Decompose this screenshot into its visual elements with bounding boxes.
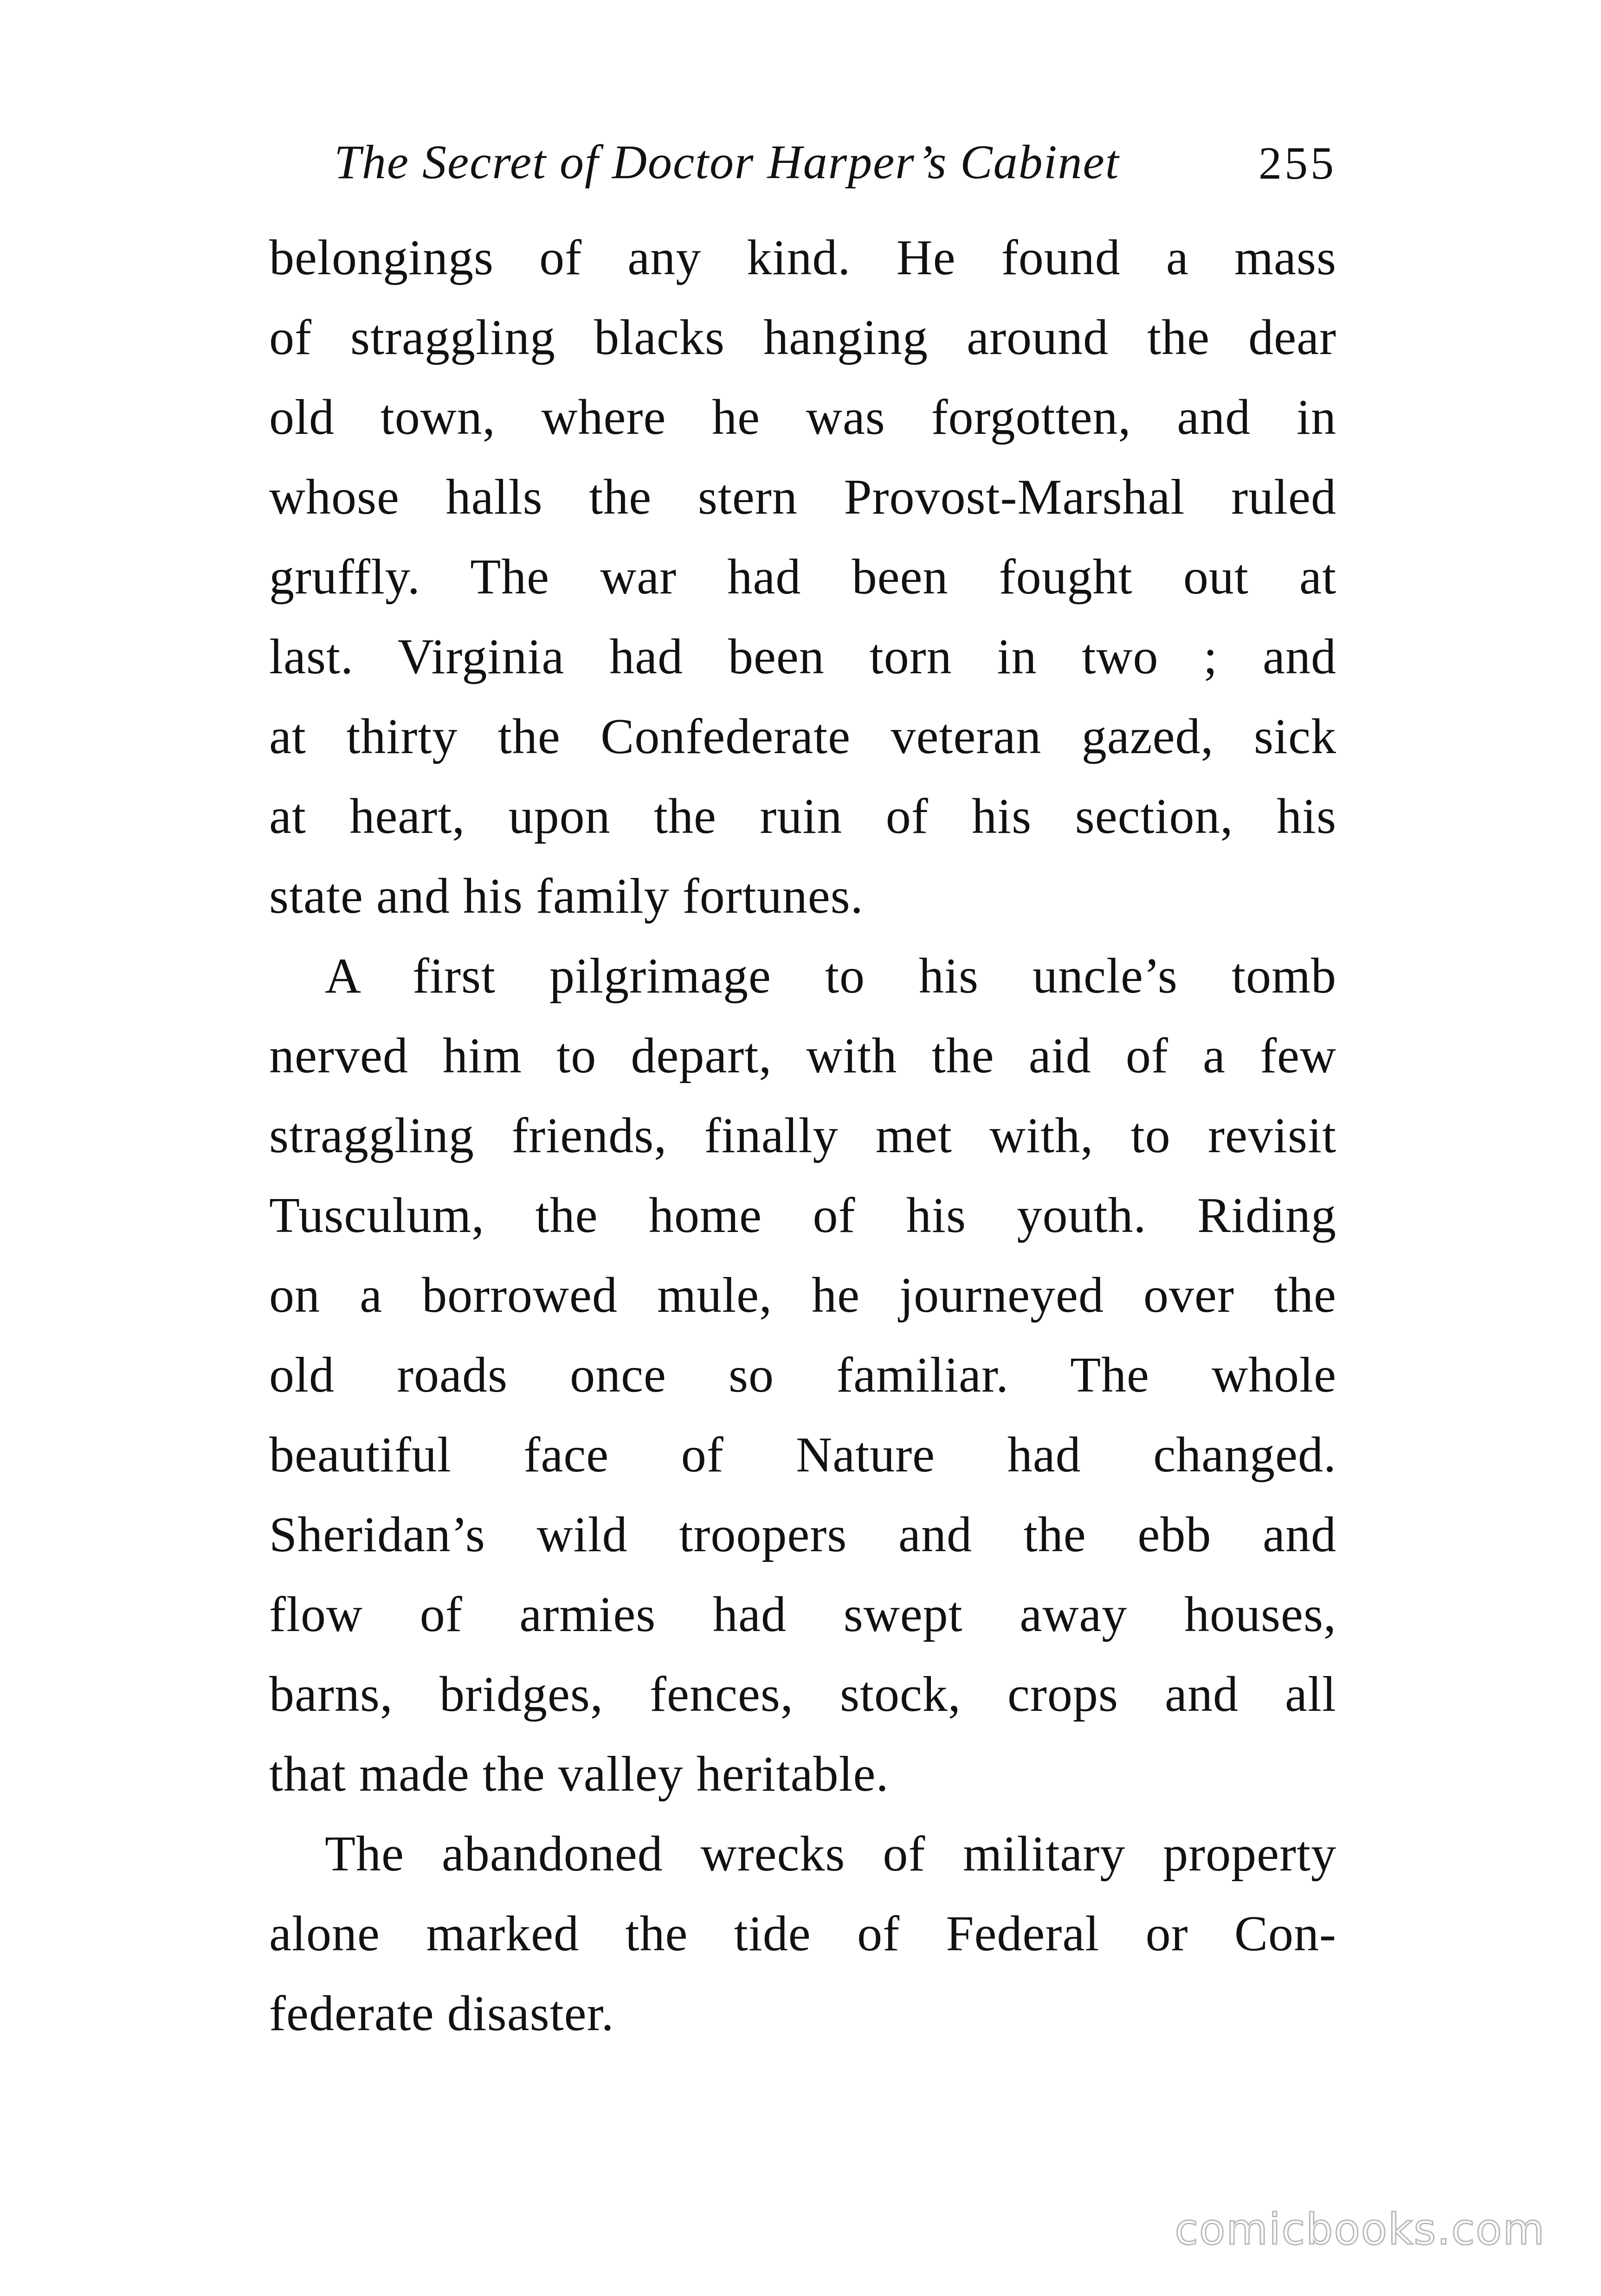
text-line: nerved him to depart, with the aid of a few [269, 1028, 1336, 1084]
text-line: on a borrowed mule, he journeyed over the [269, 1268, 1336, 1323]
text-line: Tusculum, the home of his youth. Riding [269, 1188, 1336, 1243]
text-line: federate disaster. [269, 1986, 614, 2041]
body-text [269, 218, 1336, 2054]
page-number: 255 [1259, 137, 1336, 189]
text-line: A first pilgrimage to his uncle’s tomb [325, 948, 1336, 1004]
paragraph [269, 1814, 1336, 2054]
watermark: comicbooks.com [1175, 2205, 1545, 2254]
text-line: barns, bridges, fences, stock, crops and all [269, 1667, 1336, 1722]
running-title: The Secret of Doctor Harper’s Cabinet [334, 135, 1120, 189]
text-line: old roads once so familiar. The whole [269, 1348, 1336, 1403]
paragraph [269, 218, 1336, 936]
text-line: The abandoned wrecks of military property [325, 1826, 1336, 1882]
text-line: gruffly. The war had been fought out at [269, 549, 1336, 605]
paragraph [269, 936, 1336, 1814]
text-line: belongings of any kind. He found a mass [269, 230, 1336, 285]
text-line: alone marked the tide of Federal or Con- [269, 1906, 1336, 1961]
text-line: beautiful face of Nature had changed. [269, 1427, 1336, 1483]
text-line: state and his family fortunes. [269, 869, 864, 924]
text-line: of straggling blacks hanging around the dear [269, 310, 1336, 365]
text-line: whose halls the stern Provost-Marshal ruled [269, 470, 1336, 525]
text-line: straggling friends, finally met with, to revisit [269, 1108, 1336, 1163]
running-head [269, 135, 1336, 209]
text-line: at heart, upon the ruin of his section, his [269, 789, 1336, 844]
text-line: flow of armies had swept away houses, [269, 1587, 1336, 1642]
text-line: last. Virginia had been torn in two ; and [269, 629, 1336, 684]
text-line: that made the valley heritable. [269, 1747, 889, 1802]
text-line: at thirty the Confederate veteran gazed, sick [269, 709, 1336, 764]
text-line: old town, where he was forgotten, and in [269, 390, 1336, 445]
text-line: Sheridan’s wild troopers and the ebb and [269, 1507, 1336, 1562]
